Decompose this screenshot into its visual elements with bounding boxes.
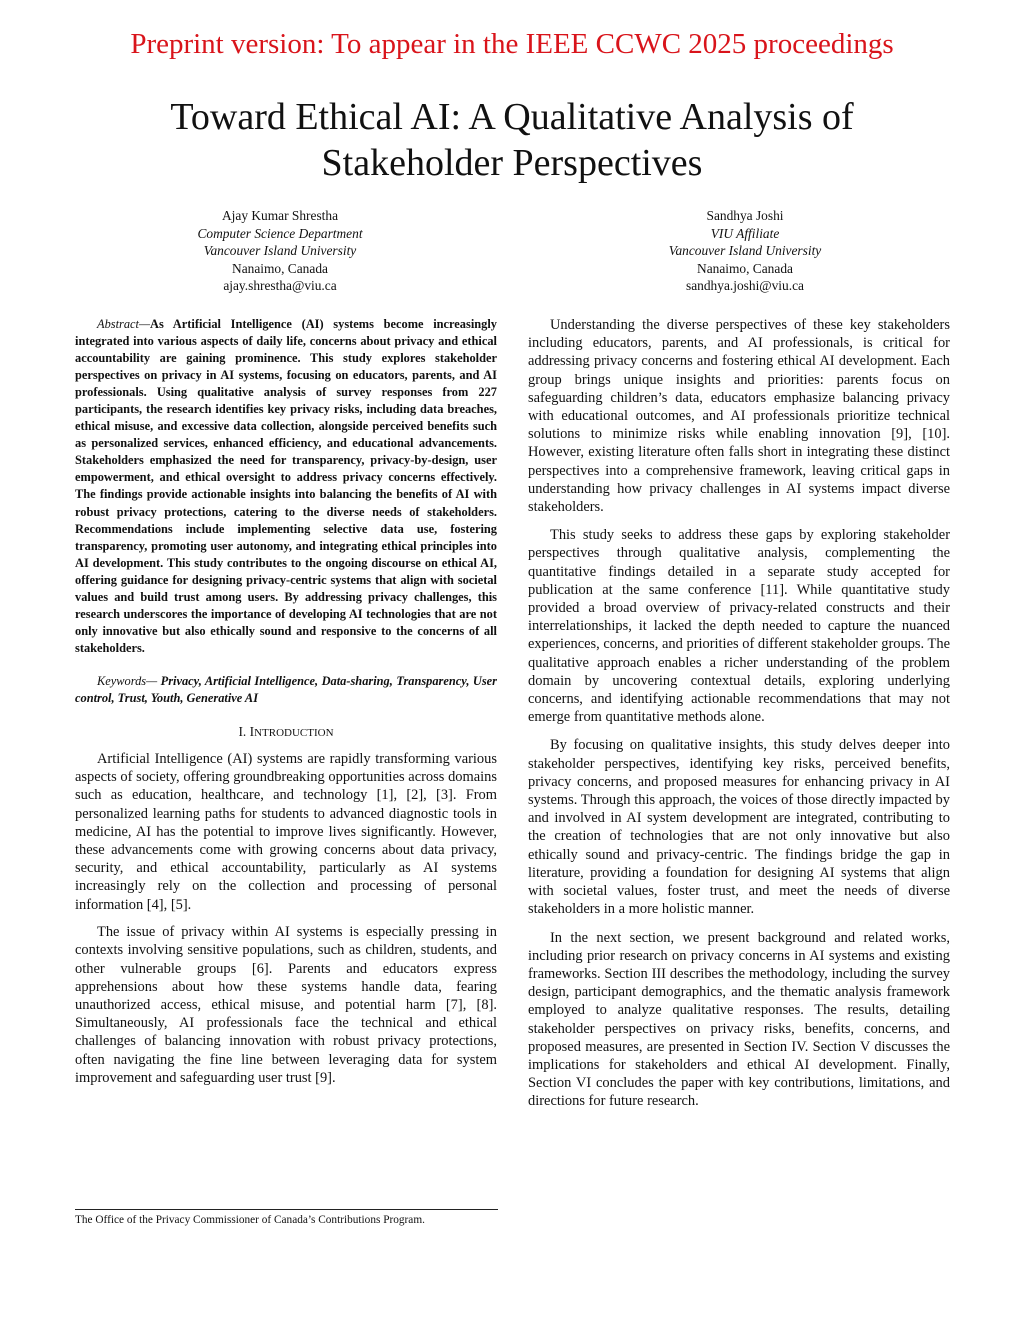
author-location: Nanaimo, Canada xyxy=(697,260,793,276)
abstract: Abstract—As Artificial Intelligence (AI) systems become increasingly integrated into various aspects of daily life, concerns about privacy and ethical accountability are gaining prominence. This study explores stakeholder perspectives on privacy in AI systems, focusing on educators, parents, and AI professionals. Using qualitative analysis of survey responses from 227 participants, the research identifies key privacy risks, including data breaches, ethical misuse, and excessive data collection, alongside perceived benefits such as personalized services, enhanced efficiency, and educational advancements. Stakeholders emphasized the need for transparency, privacy-by-design, user empowerment, and ethical oversight to address privacy concerns effectively. The findings provide actionable insights into balancing the benefits of AI with robust privacy protections, catering to the diverse needs of stakeholders. Recommendations include implementing selective data use, fostering transparency, promoting user autonomy, and integrating ethical principles into AI development. This study contributes to the ongoing discourse on ethical AI, offering guidance for designing privacy-centric systems that align with societal values and build trust among users. By addressing privacy challenges, this research underscores the importance of developing AI technologies that are not only innovative but also ethically sound and responsive to the concerns of all stakeholders. xyxy=(75,317,497,655)
keywords-text: Privacy, Artificial Intelligence, Data-sharing, Transparency, User control, Trust, Youth, Generative AI xyxy=(75,673,497,705)
author-block-2 xyxy=(575,207,915,295)
paragraph: This study seeks to address these gaps by exploring stakeholder perspectives through qualitative analysis, complementing the quantitative findings detailed in a separate study accepted for publication at the same conference [11]. While quantitative study provided a broad overview of privacy-related constructs and their interrelationships, it lacked the depth needed to capture the nuanced experiences, concerns, and priorities of different stakeholder groups. The qualitative approach enables a richer understanding of the problem domain by uncovering contextual details, exploring underlying concerns, and identifying actionable recommendations that may not emerge from quantitative methods alone. xyxy=(528,527,950,726)
author-location: Nanaimo, Canada xyxy=(232,260,328,276)
right-column xyxy=(528,316,950,1121)
author-name: Ajay Kumar Shrestha xyxy=(221,208,339,223)
section-title-rest: NTRODUCTION xyxy=(254,726,334,739)
keywords: Keywords— Privacy, Artificial Intelligence, Data-sharing, Transparency, User control, Trust, Youth, Generative AI xyxy=(75,673,497,705)
author-department: VIU Affiliate xyxy=(710,225,780,241)
author-email: sandhya.joshi@viu.ca xyxy=(686,278,804,294)
title-line-2: Stakeholder Perspectives xyxy=(321,142,703,184)
section-heading-introduction xyxy=(75,723,497,742)
keywords-label: Keywords xyxy=(97,673,147,688)
preprint-banner: Preprint version: To appear in the IEEE CCWC 2025 proceedings xyxy=(130,28,894,60)
title-line-1: Toward Ethical AI: A Qualitative Analysis of xyxy=(170,96,854,138)
paragraph: By focusing on qualitative insights, this study delves deeper into stakeholder perspectives, identifying key risks, perceived benefits, privacy concerns, and proposed measures for enhancing privacy in AI systems. Through this approach, the voices of those directly impacted by and involved in AI system development are integrated, contributing to the creation of technologies that are not only innovative but also ethically sound and privacy-centric. The findings bridge the gap in literature, providing a foundation for designing AI systems that align with societal values, foster trust, and meet the needs of diverse stakeholders in a more holistic manner. xyxy=(528,737,950,918)
abstract-label: Abstract xyxy=(97,317,139,331)
author-department: Computer Science Department xyxy=(197,225,363,241)
paragraph: Understanding the diverse perspectives of these key stakeholders including educators, parents, and AI professionals, is critical for addressing privacy concerns and fostering ethical AI development. Each group brings unique insights and priorities: parents focus on safeguarding children’s data, educators emphasize balancing privacy with educational outcomes, and AI professionals prioritize technical solutions to minimize risks while enabling innovation [9], [10]. However, existing literature often falls short in integrating these distinct perspectives into a comprehensive framework, leaving critical gaps in understanding how privacy challenges in AI systems impact diverse stakeholders. xyxy=(528,317,950,516)
abstract-text: As Artificial Intelligence (AI) systems become increasingly integrated into various aspects of daily life, concerns about privacy and ethical accountability are gaining prominence. This study explores stakeholder perspectives on privacy in AI systems, focusing on educators, parents, and AI professionals. Using qualitative analysis of survey responses from 227 participants, the research identifies key privacy risks, including data breaches, ethical misuse, and excessive data collection, alongside perceived benefits such as personalized services, enhanced efficiency, and educational advancements. Stakeholders emphasized the need for transparency, privacy-by-design, user empowerment, and ethical oversight to address privacy concerns effectively. The findings provide actionable insights into balancing the benefits of AI with robust privacy protections, catering to the diverse needs of stakeholders. Recommendations include implementing selective data use, fostering transparency, promoting user autonomy, and integrating ethical principles into AI development. This study contributes to the ongoing discourse on ethical AI, offering guidance for designing privacy-centric systems that align with societal values and build trust among users. By addressing privacy challenges, this research underscores the importance of developing AI technologies that are not only innovative but also ethically sound and responsive to the concerns of all stakeholders. xyxy=(75,317,497,655)
footnote: The Office of the Privacy Commissioner of Canada’s Contributions Program. xyxy=(75,1214,425,1226)
section-first-letter: I xyxy=(249,723,255,739)
author-name: Sandhya Joshi xyxy=(706,208,784,223)
section-numeral: I. xyxy=(238,723,247,739)
author-block-1 xyxy=(110,207,450,295)
author-email: ajay.shrestha@viu.ca xyxy=(223,278,337,294)
paragraph: In the next section, we present background and related works, including prior research on privacy concerns in AI systems and existing frameworks. Section III describes the methodology, including the survey design, participant demographics, and the thematic analysis framework employed to analyze qualitative responses. The results, detailing stakeholder perspectives on privacy risks, benefits, concerns, and proposed measures, are presented in Section IV. Section V discusses the implications for stakeholders and ethical AI development. Finally, Section VI concludes the paper with key contributions, limitations, and directions for future research. xyxy=(528,929,950,1110)
footnote-rule xyxy=(75,1209,498,1210)
author-institution: Vancouver Island University xyxy=(668,243,822,259)
left-column xyxy=(75,316,497,1097)
paragraph: The issue of privacy within AI systems is especially pressing in contexts involving sensitive populations, such as children, students, and other vulnerable groups [6]. Parents and educators express apprehensions about how these systems handle data, fearing unauthorized access, ethical misuse, and potential harm [7], [8]. Simultaneously, AI professionals face the technical and ethical challenges of balancing innovation with robust privacy protections, often navigating the fine line between leveraging data for system improvement and safeguarding user trust [9]. xyxy=(75,924,497,1086)
author-institution: Vancouver Island University xyxy=(203,243,357,259)
paragraph: Artificial Intelligence (AI) systems are rapidly transforming various aspects of society, offering groundbreaking opportunities across domains such as education, healthcare, and technology [1], [2], [3]. From personalized learning paths for students to advanced diagnostic tools in medicine, AI has the potential to improve lives significantly. However, these advancements come with growing concerns about data privacy, security, and ethical accountability, particularly as AI systems increasingly rely on the collection and processing of personal information [4], [5]. xyxy=(75,750,497,913)
paper-title xyxy=(100,94,924,186)
